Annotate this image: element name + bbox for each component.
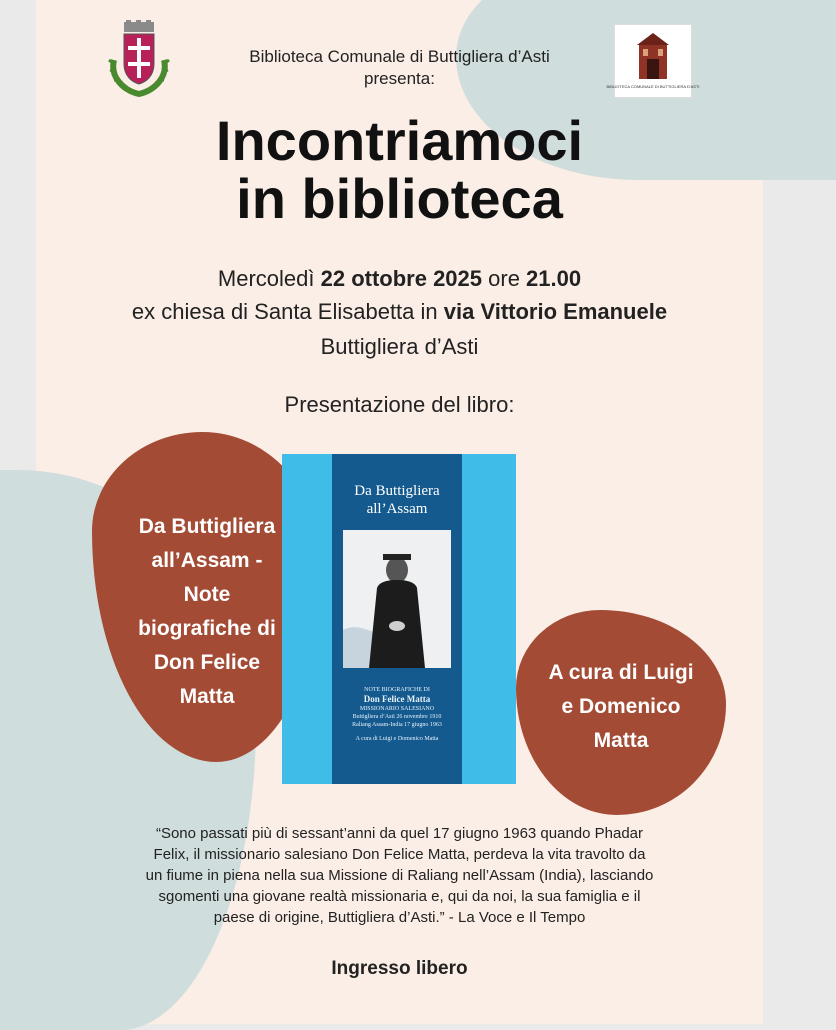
title-line-2: in biblioteca bbox=[236, 167, 563, 230]
callout-line: all’Assam - bbox=[151, 549, 263, 572]
library-logo-text: BIBLIOTECA COMUNALE DI BUTTIGLIERA D'ASTI bbox=[606, 84, 700, 89]
book-cover-birth: Buttigliera d’Asti 26 novembre 1910 bbox=[352, 714, 442, 720]
presentation-label: Presentazione del libro: bbox=[284, 392, 515, 417]
free-entry-label: Ingresso libero bbox=[331, 958, 468, 979]
quote-line: paese di origine, Buttigliera d’Asti.” - La Voce e Il Tempo bbox=[213, 909, 586, 926]
callout-line: A cura di Luigi bbox=[548, 661, 694, 684]
event-day: Mercoledì bbox=[217, 266, 321, 291]
book-quote bbox=[116, 823, 683, 928]
organizer-heading bbox=[36, 46, 763, 90]
event-place-line bbox=[36, 297, 763, 327]
callout-line: Don Felice bbox=[153, 651, 261, 674]
callout-line: Matta bbox=[179, 685, 235, 708]
event-place: ex chiesa di Santa Elisabetta in bbox=[131, 299, 444, 324]
quote-line: “Sono passati più di sessant’anni da quel 17 giugno 1963 quando Phadar bbox=[155, 825, 644, 842]
event-date: 22 ottobre 2025 bbox=[320, 266, 483, 291]
organizer-name: Biblioteca Comunale di Buttigliera d’Asti bbox=[249, 47, 550, 66]
callout-line: e Domenico bbox=[561, 695, 681, 718]
event-ore: ore bbox=[482, 266, 527, 291]
book-notes-heading: NOTE BIOGRAFICHE DI bbox=[364, 687, 430, 693]
page-title bbox=[36, 109, 763, 230]
book-cover-role: MISSIONARIO SALESIANO bbox=[359, 706, 435, 712]
book-cover-editors: A cura di Luigi e Domenico Matta bbox=[355, 736, 439, 742]
quote-line: un fiume in piena nella sua Missione di Raliang nell’Assam (India), lasciando bbox=[145, 867, 654, 884]
book-cover-title-line-2: all’Assam bbox=[366, 501, 428, 517]
event-street: via Vittorio Emanuele bbox=[443, 299, 668, 324]
quote-line: Felix, il missionario salesiano Don Felice Matta, perdeva la vita travolto da bbox=[153, 846, 646, 863]
callout-line: Note bbox=[183, 583, 231, 606]
callout-line: Matta bbox=[593, 729, 649, 752]
callout-line: Da Buttigliera bbox=[138, 515, 276, 538]
book-cover bbox=[282, 454, 516, 784]
event-time: 21.00 bbox=[526, 266, 582, 291]
book-cover-notes bbox=[332, 686, 462, 743]
editors-callout bbox=[506, 656, 736, 758]
quote-line: sgomenti una giovane realtà missionaria e, qui da noi, la sua famiglia e il bbox=[158, 888, 641, 905]
organizer-presents: presenta: bbox=[364, 69, 435, 88]
book-cover-title-line-1: Da Buttigliera bbox=[354, 483, 440, 499]
event-date-line bbox=[36, 264, 763, 294]
poster bbox=[36, 0, 763, 1024]
callout-line: biografiche di bbox=[138, 617, 276, 640]
event-town: Buttigliera d’Asti bbox=[320, 334, 479, 359]
title-line-1: Incontriamoci bbox=[215, 109, 584, 172]
priest-portrait-icon bbox=[343, 530, 451, 668]
book-cover-title bbox=[332, 482, 462, 518]
book-cover-author: Don Felice Matta bbox=[363, 694, 431, 704]
book-cover-death: Raliang Assam-India 17 giugno 1963 bbox=[352, 722, 442, 728]
